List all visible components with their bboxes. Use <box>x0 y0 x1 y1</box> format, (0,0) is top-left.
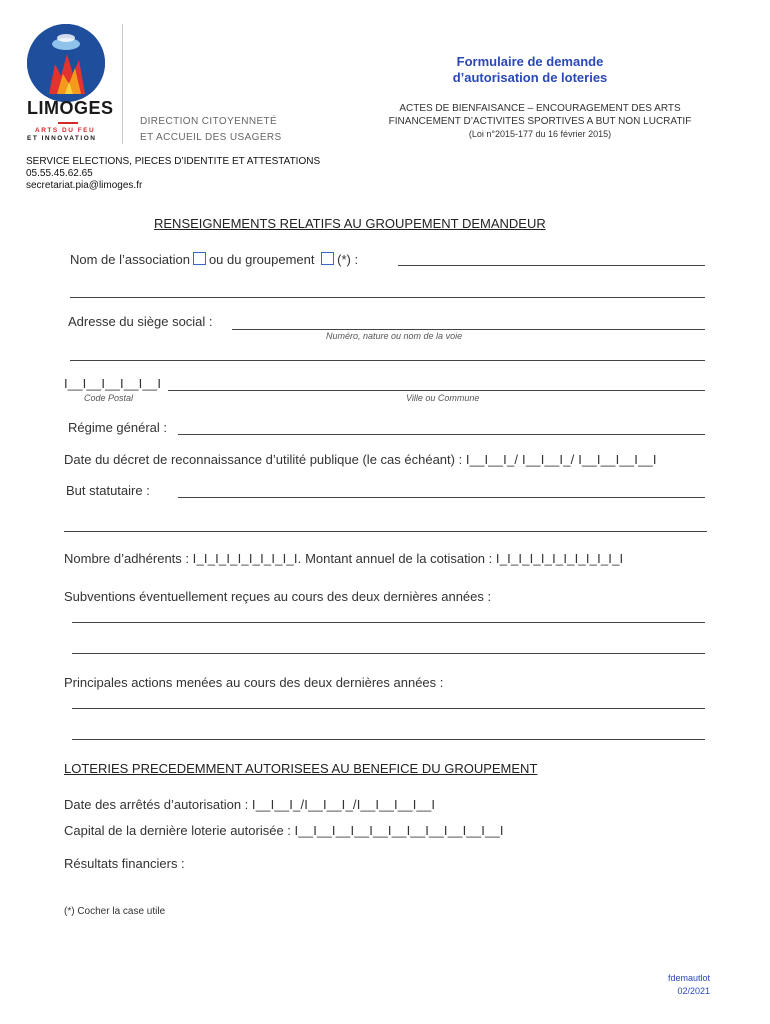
direction-line-2: ET ACCUEIL DES USAGERS <box>140 132 282 143</box>
association-name-field-2[interactable] <box>70 297 705 298</box>
flame-emblem-icon <box>27 24 105 102</box>
decree-label: Date du décret de reconnaissance d’utilité publique (le cas échéant) : <box>64 452 463 467</box>
form-subtitle-line-2: FINANCEMENT D’ACTIVITES SPORTIVES A BUT NON LUCRATIF <box>388 116 692 127</box>
capital-row <box>64 823 504 838</box>
required-star: (*) : <box>337 252 359 267</box>
brand-tagline-2: ET INNOVATION <box>27 135 97 142</box>
city-field[interactable] <box>168 390 705 391</box>
subsidies-field-2[interactable] <box>72 653 705 654</box>
form-subtitle-law: (Loi n°2015-177 du 16 février 2015) <box>468 129 612 139</box>
subsidies-field-1[interactable] <box>72 622 705 623</box>
address-label: Adresse du siège social : <box>68 314 213 329</box>
address-field-2[interactable] <box>70 360 705 361</box>
service-email: secretariat.pia@limoges.fr <box>26 180 143 191</box>
members-boxes[interactable]: I_I_I_I_I_I_I_I_I_I. <box>192 551 302 566</box>
form-subtitle-line-1: ACTES DE BIENFAISANCE – ENCOURAGEMENT DES ARTS <box>399 103 681 114</box>
fee-boxes[interactable]: I_I_I_I_I_I_I_I_I_I_I_I <box>495 551 624 566</box>
purpose-field-2[interactable] <box>64 531 707 532</box>
results-label: Résultats financiers : <box>64 856 185 871</box>
header-separator <box>122 24 123 144</box>
address-field[interactable] <box>232 329 705 330</box>
capital-label: Capital de la dernière loterie autorisée : <box>64 823 291 838</box>
group-label: ou du groupement <box>208 252 315 267</box>
regime-field[interactable] <box>178 434 705 435</box>
form-reference-date: 02/2021 <box>677 986 710 996</box>
city-logo-emblem <box>27 24 105 102</box>
group-checkbox[interactable] <box>321 252 334 265</box>
association-label: Nom de l’association <box>70 252 190 267</box>
actions-field-1[interactable] <box>72 708 705 709</box>
subsidies-label: Subventions éventuellement reçues au cours des deux dernières années : <box>64 589 492 604</box>
members-label: Nombre d’adhérents : <box>64 551 190 566</box>
form-reference-code: fdemautlot <box>667 973 710 983</box>
association-name-row <box>70 252 358 267</box>
service-name: SERVICE ELECTIONS, PIECES D’IDENTITE ET ATTESTATIONS <box>26 156 321 167</box>
association-name-field[interactable] <box>398 265 705 266</box>
section-heading-applicant: RENSEIGNEMENTS RELATIFS AU GROUPEMENT DEMANDEUR <box>154 216 546 231</box>
purpose-field[interactable] <box>178 497 705 498</box>
brand-rule <box>58 122 78 124</box>
capital-boxes[interactable]: I__I__I__I__I__I__I__I__I__I__I__I <box>294 823 504 838</box>
postcode-hint: Code Postal <box>84 393 134 403</box>
dates-row <box>64 797 435 812</box>
address-hint: Numéro, nature ou nom de la voie <box>326 331 463 341</box>
actions-field-2[interactable] <box>72 739 705 740</box>
decree-date-boxes[interactable]: I__I__I_/ I__I__I_/ I__I__I__I__I <box>465 452 657 467</box>
regime-label: Régime général : <box>68 420 167 435</box>
brand-name: LIMOGES <box>27 98 114 118</box>
dates-label: Date des arrêtés d’autorisation : <box>64 797 249 812</box>
postcode-boxes[interactable]: I__I__I__I__I__I <box>64 376 162 391</box>
section-heading-previous-lotteries: LOTERIES PRECEDEMMENT AUTORISEES AU BENEFICE DU GROUPEMENT <box>64 761 538 776</box>
association-checkbox[interactable] <box>193 252 206 265</box>
form-title-line-1: Formulaire de demande <box>456 54 604 69</box>
dates-boxes[interactable]: I__I__I_/I__I__I_/I__I__I__I__I <box>251 797 436 812</box>
purpose-label: But statutaire : <box>66 483 150 498</box>
city-hint: Ville ou Commune <box>406 393 480 403</box>
decree-row <box>64 452 657 467</box>
form-title-line-2: d’autorisation de loteries <box>452 70 608 85</box>
brand-tagline-1: ARTS DU FEU <box>35 127 96 134</box>
fee-label: Montant annuel de la cotisation : <box>305 551 493 566</box>
service-phone: 05.55.45.62.65 <box>26 168 93 179</box>
actions-label: Principales actions menées au cours des deux dernières années : <box>64 675 444 690</box>
footnote: (*) Cocher la case utile <box>64 906 166 917</box>
members-row <box>64 551 623 566</box>
direction-line-1: DIRECTION CITOYENNETÉ <box>140 116 278 127</box>
